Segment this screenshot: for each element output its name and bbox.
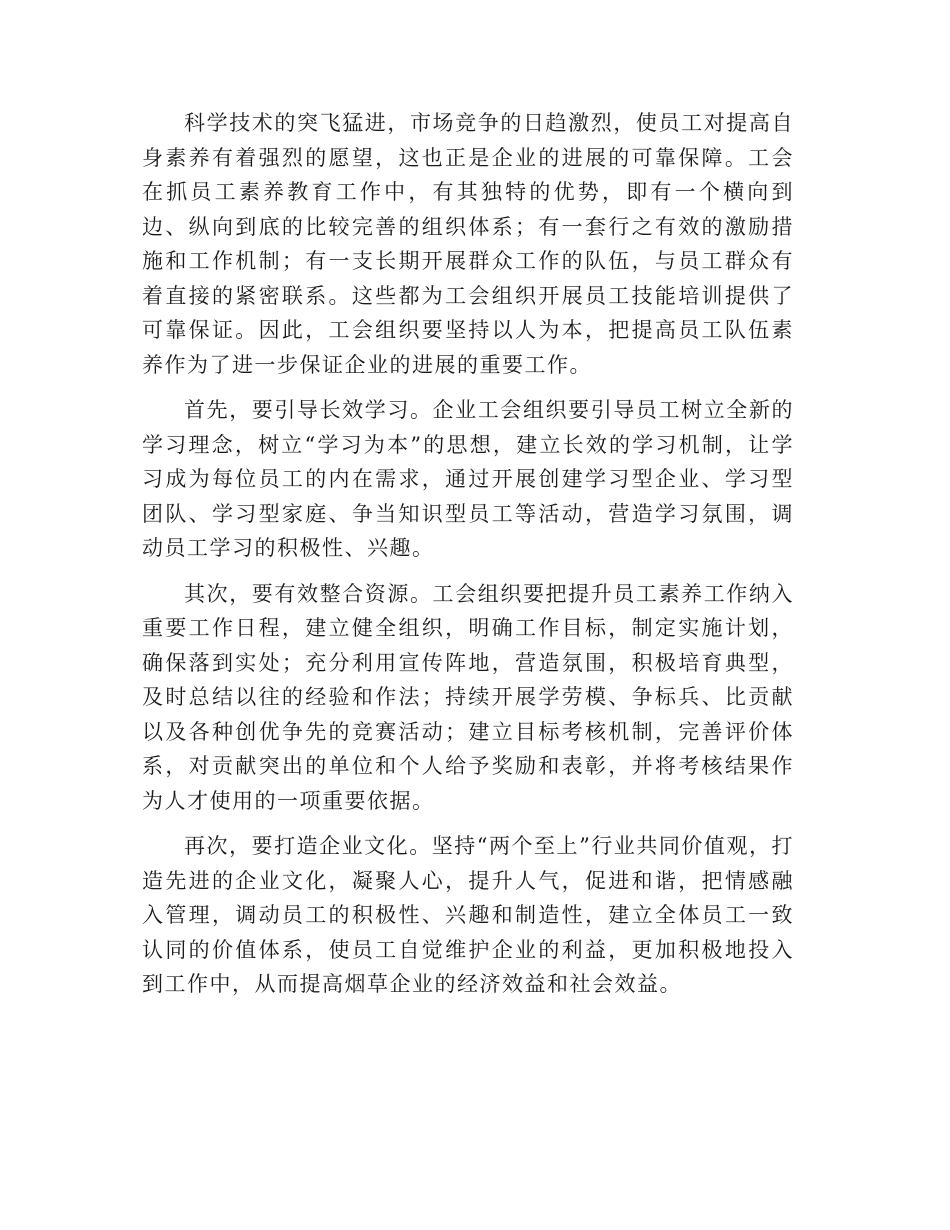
paragraph-second: 其次，要有效整合资源。工会组织要把提升员工素养工作纳入重要工作日程，建立健全组织，明确工作目标，制定实施计划，确保落到实处；充分利用宣传阵地，营造氛围，积极培育典型，及时总结以往的经验和作法；持续开展学劳模、争标兵、比贡献以及各种创优争先的竞赛活动；建立目标考核机制，完善评价体系，对贡献突出的单位和个人给予奖励和表彰，并将考核结果作为人才使用的一项重要依据。 xyxy=(142,581,794,813)
paragraph-third: 再次，要打造企业文化。坚持“两个至上”行业共同价值观，打造先进的企业文化，凝聚人心，提升人气，促进和谐，把情感融入管理，调动员工的积极性、兴趣和制造性，建立全体员工一致认同的价值体系，使员工自觉维护企业的利益，更加积极地投入到工作中，从而提高烟草企业的经济效益和社会效益。 xyxy=(142,834,794,996)
paragraph-intro: 科学技术的突飞猛进，市场竞争的日趋激烈，使员工对提高自身素养有着强烈的愿望，这也正是企业的进展的可靠保障。工会在抓员工素养教育工作中，有其独特的优势，即有一个横向到边、纵向到底的比较完善的组织体系；有一套行之有效的激励措施和工作机制；有一支长期开展群众工作的队伍，与员工群众有着直接的紧密联系。这些都为工会组织开展员工技能培训提供了可靠保证。因此，工会组织要坚持以人为本，把提高员工队伍素养作为了进一步保证企业的进展的重要工作。 xyxy=(142,111,794,377)
paragraph-first: 首先，要引导长效学习。企业工会组织要引导员工树立全新的学习理念，树立“学习为本”的思想，建立长效的学习机制，让学习成为每位员工的内在需求，通过开展创建学习型企业、学习型团队、学习型家庭、争当知识型员工等活动，营造学习氛围，调动员工学习的积极性、兴趣。 xyxy=(142,398,794,560)
document-body xyxy=(142,106,794,1002)
